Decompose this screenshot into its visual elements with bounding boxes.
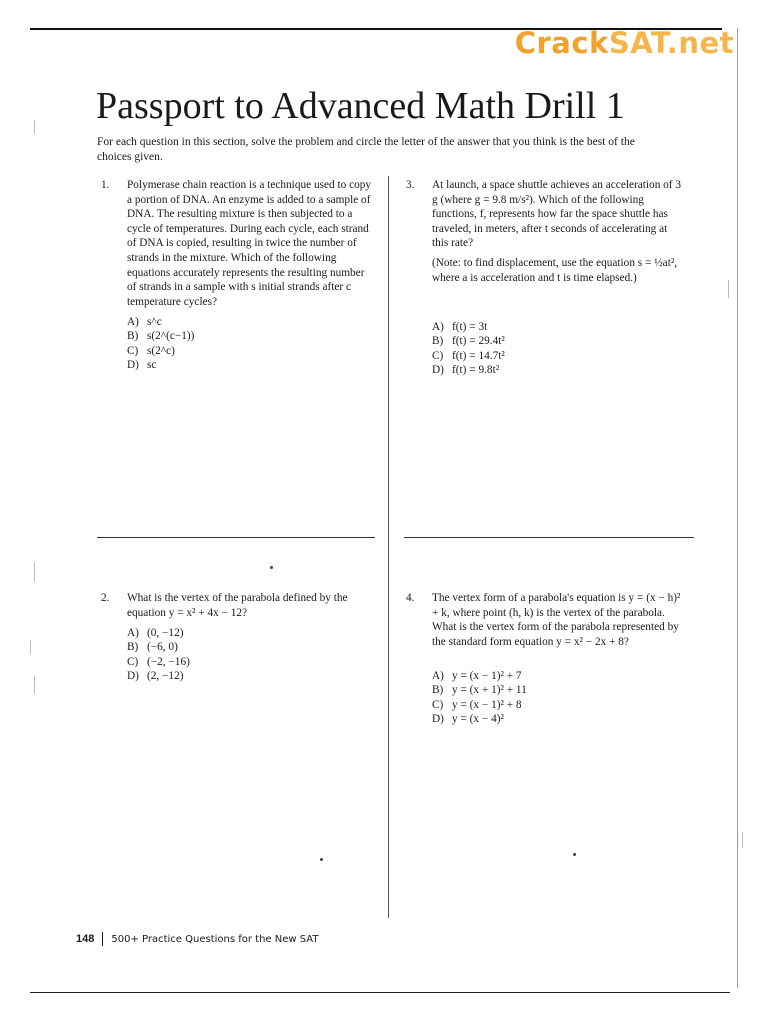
choice-a[interactable]: A) (0, −12) [127, 627, 184, 639]
choice-text: f(t) = 14.7t² [452, 349, 505, 362]
answer-choices [127, 315, 194, 373]
choice-text: y = (x − 1)² + 7 [452, 670, 522, 682]
choice-d[interactable]: D) y = (x − 4)² [432, 713, 504, 726]
question-note: (Note: to find displacement, use the equation s = ½at², where a is acceleration and t is time elapsed.) [432, 257, 678, 284]
choice-text: y = (x − 4)² [452, 713, 504, 726]
scan-mark [34, 676, 35, 694]
scan-dot [320, 858, 323, 861]
scan-mark [34, 120, 35, 134]
scan-mark [728, 280, 729, 298]
question-1 [101, 178, 376, 378]
question-3 [406, 178, 696, 388]
choice-d[interactable]: D) f(t) = 9.8t² [432, 364, 500, 377]
scan-mark [742, 832, 743, 848]
scan-mark [30, 640, 31, 654]
bottom-rule [30, 992, 730, 993]
choice-text: (0, −12) [147, 627, 184, 639]
question-number: 4. [406, 592, 415, 604]
question-number: 2. [101, 592, 110, 604]
scan-dot [270, 566, 273, 569]
question-stem: At launch, a space shuttle achieves an acceleration of 3 g (where g = 9.8 m/s²). Which of the following functions, f, represents how far the space shuttle has traveled, in meters, after t seconds of accelerating at this rate? [432, 179, 682, 250]
choice-text: f(t) = 9.8t² [452, 364, 500, 377]
answer-choices [432, 320, 505, 378]
choice-c[interactable]: C) f(t) = 14.7t² [432, 349, 505, 362]
choice-text: sc [147, 359, 157, 372]
answer-choices [432, 669, 527, 727]
question-2 [101, 591, 376, 691]
choice-a[interactable]: A) f(t) = 3t [432, 321, 488, 333]
book-title: 500+ Practice Questions for the New SAT [111, 933, 319, 945]
question-4 [406, 591, 696, 741]
instructions: For each question in this section, solve the problem and circle the letter of the answer that you think is the best of the choices given. [97, 136, 635, 163]
choice-a[interactable]: A) y = (x − 1)² + 7 [432, 670, 522, 682]
footer-separator [102, 932, 103, 946]
column-divider [388, 176, 389, 918]
choice-text: s(2^(c−1)) [147, 330, 195, 343]
choice-a[interactable]: A) s^c [127, 316, 162, 328]
answer-choices [127, 626, 190, 684]
section-divider-right [404, 537, 694, 538]
section-divider-left [97, 537, 375, 538]
choice-text: s^c [147, 316, 162, 328]
choice-text: s(2^c) [147, 344, 175, 357]
page-number: 148 [76, 933, 95, 945]
choice-text: (2, −12) [147, 670, 184, 683]
choice-b[interactable]: B) y = (x + 1)² + 11 [432, 684, 527, 697]
choice-text: (−2, −16) [147, 655, 190, 668]
question-number: 3. [406, 179, 415, 191]
scan-dot [573, 853, 576, 856]
choice-c[interactable]: C) s(2^c) [127, 344, 175, 357]
choice-d[interactable]: D) sc [127, 359, 157, 372]
question-stem: Polymerase chain reaction is a technique used to copy a portion of DNA. An enzyme is added to a sample of DNA. The resulting mixture is then subjected to a cycle of temperatures. During each cycle, each strand of DNA is copied, resulting in twice the number of strands in the mixture. Which of the following equations accurately represents the resulting number of strands in a sample with s initial strands after c temperature cycles? [127, 179, 372, 308]
choice-c[interactable]: C) (−2, −16) [127, 655, 190, 668]
choice-d[interactable]: D) (2, −12) [127, 670, 184, 683]
choice-b[interactable]: B) (−6, 0) [127, 641, 178, 654]
choice-text: (−6, 0) [147, 641, 178, 654]
choice-text: y = (x − 1)² + 8 [452, 698, 522, 711]
cracksat-logo: CrackSAT.net [514, 26, 734, 60]
choice-b[interactable]: B) f(t) = 29.4t² [432, 335, 505, 348]
scan-mark [34, 562, 35, 582]
page-footer [76, 932, 318, 946]
page-title: Passport to Advanced Math Drill 1 [96, 85, 625, 127]
choice-text: f(t) = 29.4t² [452, 335, 505, 348]
right-edge-rule [737, 28, 738, 988]
question-stem: The vertex form of a parabola's equation is y = (x − h)² + k, where point (h, k) is the vertex of the parabola. What is the vertex form of the parabola represented by the standard form equation y = x² − 2x + 8? [432, 592, 681, 648]
choice-b[interactable]: B) s(2^(c−1)) [127, 330, 195, 343]
choice-text: y = (x + 1)² + 11 [452, 684, 527, 697]
choice-c[interactable]: C) y = (x − 1)² + 8 [432, 698, 522, 711]
question-stem: What is the vertex of the parabola defined by the equation y = x² + 4x − 12? [127, 592, 348, 619]
question-number: 1. [101, 179, 110, 191]
choice-text: f(t) = 3t [452, 321, 488, 333]
